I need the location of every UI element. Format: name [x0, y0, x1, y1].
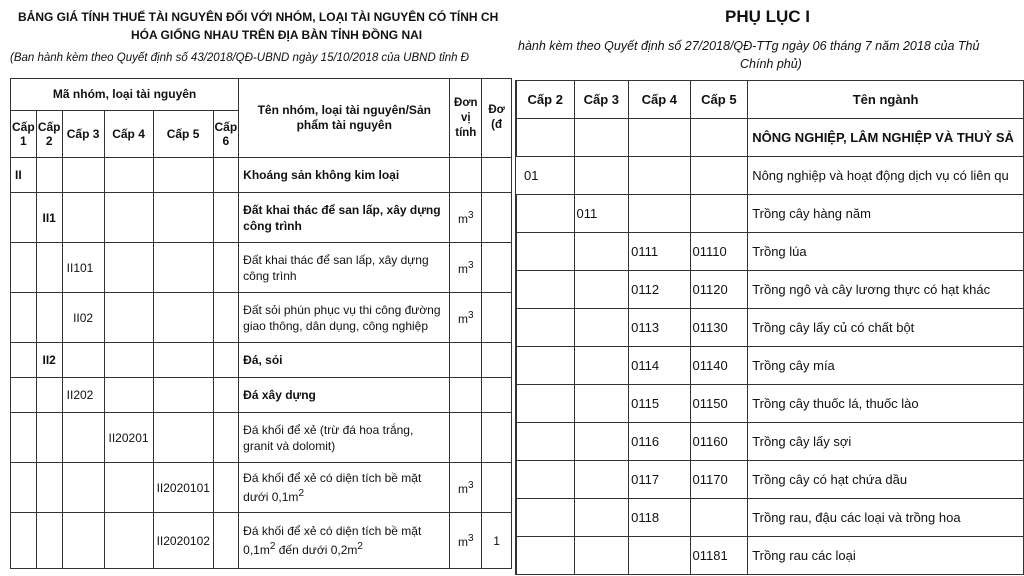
row-cap2: II2 — [36, 343, 62, 378]
row-cap4: 01120 — [690, 271, 748, 309]
table-row — [516, 233, 1024, 271]
row-cap1: 01 — [516, 157, 575, 195]
header-unit: Đơn vị tính — [450, 79, 482, 158]
row-name: Trồng cây thuốc lá, thuốc lào — [748, 385, 1024, 423]
header-resource-name: Tên nhóm, loại tài nguyên/Sản phẩm tài nguyên — [239, 79, 450, 158]
row-name: Trồng ngô và cây lương thực có hạt khác — [748, 271, 1024, 309]
row-name: Trồng cây hàng năm — [748, 195, 1024, 233]
table-row — [516, 157, 1024, 195]
left-title-line2: HÓA GIỐNG NHAU TRÊN ĐỊA BÀN TỈNH ĐỒNG NAI — [131, 28, 423, 42]
row-unit: $m^3$ — [450, 293, 482, 343]
header-cap4: Cấp 4 — [629, 81, 690, 119]
row-cap5: II2020102 — [153, 513, 213, 569]
table-row — [11, 193, 512, 243]
table-row — [516, 347, 1024, 385]
row-name: Trồng cây lấy sợi — [748, 423, 1024, 461]
row-cap3: 0113 — [629, 309, 690, 347]
row-unit: $m^3$ — [450, 193, 482, 243]
row-cap4: 01160 — [690, 423, 748, 461]
row-cap4: II20201 — [104, 413, 153, 463]
left-title-line1: BẢNG GIÁ TÍNH THUẾ TÀI NGUYÊN ĐỐI VỚI NHÓM, LOẠI TÀI NGUYÊN CÓ TÍNH CH — [18, 10, 499, 24]
row-cap4: 01170 — [690, 461, 748, 499]
appendix-subtitle-line2: Chính phủ) — [740, 57, 802, 71]
row-name: Đất sỏi phún phục vụ thi công đường giao thông, dân dụng, công nghiệp — [239, 293, 450, 343]
row-name: Trồng rau, đậu các loại và trồng hoa — [748, 499, 1024, 537]
industry-code-table — [515, 80, 1024, 575]
row-name: Đá khối để xẻ có diện tích bề mặt $0,1m^2$ đến dưới $0,2m^2$ — [239, 513, 450, 569]
row-name: Trồng cây mía — [748, 347, 1024, 385]
header-industry-name: Tên ngành — [748, 81, 1024, 119]
row-name: Đá, sỏi — [239, 343, 450, 378]
row-name: Đất khai thác để san lấp, xây dựng công trình — [239, 243, 450, 293]
header-cap4: Cấp 4 — [104, 111, 153, 158]
header-cap6: Cấp 6 — [213, 111, 239, 158]
table-row — [516, 385, 1024, 423]
row-name: Trồng cây có hạt chứa dầu — [748, 461, 1024, 499]
header-cap3: Cấp 3 — [574, 81, 629, 119]
table-row — [11, 343, 512, 378]
table-row — [516, 271, 1024, 309]
right-document-panel — [515, 0, 1024, 576]
row-cap2: II1 — [36, 193, 62, 243]
appendix-title: PHỤ LỤC I — [725, 7, 810, 26]
row-cap3: 0112 — [629, 271, 690, 309]
row-name: Đất khai thác để san lấp, xây dựng công trình — [239, 193, 450, 243]
row-name: Đá khối để xẻ (trừ đá hoa trắng, granit và dolomit) — [239, 413, 450, 463]
table-row — [516, 537, 1024, 575]
row-cap4: 01150 — [690, 385, 748, 423]
row-name: Đá xây dựng — [239, 378, 450, 413]
row-cap4: 01110 — [690, 233, 748, 271]
left-subtitle: (Ban hành kèm theo Quyết định số 43/2018/QĐ-UBND ngày 15/10/2018 của UBND tỉnh Đ — [10, 52, 469, 64]
row-cap4: 01140 — [690, 347, 748, 385]
resource-price-table — [10, 78, 512, 569]
row-unit: $m^3$ — [450, 243, 482, 293]
row-name: Trồng lúa — [748, 233, 1024, 271]
header-price: Đơ (đ — [482, 79, 512, 158]
row-cap3: II101 — [62, 243, 104, 293]
table-row — [516, 499, 1024, 537]
row-cap3: 0116 — [629, 423, 690, 461]
header-cap5: Cấp 5 — [690, 81, 748, 119]
table-row — [516, 119, 1024, 157]
row-name: Nông nghiệp và hoạt động dịch vụ có liên qu — [748, 157, 1024, 195]
header-cap2: Cấp 2 — [36, 111, 62, 158]
row-cap4: 01181 — [690, 537, 748, 575]
table-row — [11, 463, 512, 513]
table-row — [11, 293, 512, 343]
row-name: Trồng rau các loại — [748, 537, 1024, 575]
row-cap3: 0114 — [629, 347, 690, 385]
row-cap3: 0111 — [629, 233, 690, 271]
row-cap3: II202 — [62, 378, 104, 413]
header-cap5: Cấp 5 — [153, 111, 213, 158]
table-row — [11, 413, 512, 463]
table-row — [516, 195, 1024, 233]
row-cap5: II2020101 — [153, 463, 213, 513]
row-cap4: 01130 — [690, 309, 748, 347]
table-row — [11, 243, 512, 293]
table-row — [11, 378, 512, 413]
table-row — [516, 461, 1024, 499]
row-cap3: 0118 — [629, 499, 690, 537]
row-cap3: II02 — [62, 293, 104, 343]
row-name: Khoáng sản không kim loại — [239, 158, 450, 193]
table-row — [516, 309, 1024, 347]
row-name: NÔNG NGHIỆP, LÂM NGHIỆP VÀ THUỶ SẢ — [748, 119, 1024, 157]
row-cap3: 0117 — [629, 461, 690, 499]
row-name: Trồng cây lấy củ có chất bột — [748, 309, 1024, 347]
table-row — [11, 513, 512, 569]
row-cap2: 011 — [574, 195, 629, 233]
header-cap1: Cấp 1 — [11, 111, 37, 158]
row-cap3: 0115 — [629, 385, 690, 423]
row-unit: $m^3$ — [450, 463, 482, 513]
row-price: 1 — [482, 513, 512, 569]
row-name: Đá khối để xẻ có diện tích bề mặt dưới $0,1m^2$ — [239, 463, 450, 513]
header-cap2: Cấp 2 — [517, 81, 575, 119]
header-group: Mã nhóm, loại tài nguyên — [11, 79, 239, 111]
appendix-subtitle-line1: hành kèm theo Quyết định số 27/2018/QĐ-TTg ngày 06 tháng 7 năm 2018 của Thủ — [518, 39, 980, 53]
table-row — [11, 158, 512, 193]
header-cap3: Cấp 3 — [62, 111, 104, 158]
table-row — [516, 423, 1024, 461]
row-cap1: II — [11, 158, 37, 193]
row-unit: $m^3$ — [450, 513, 482, 569]
